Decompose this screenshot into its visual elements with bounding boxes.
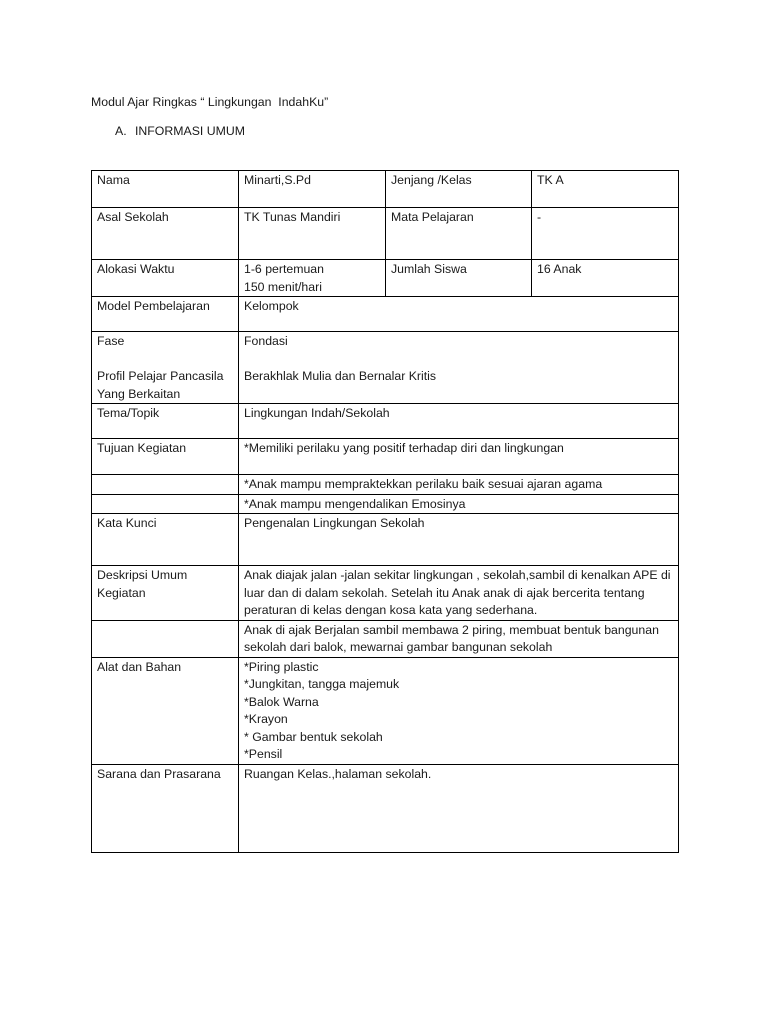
- model-pembelajaran-value: Kelompok: [239, 297, 679, 332]
- kata-kunci-value: Pengenalan Lingkungan Sekolah: [239, 514, 679, 566]
- table-row: [92, 208, 679, 260]
- jenjang-label: Jenjang /Kelas: [386, 171, 532, 208]
- table-row: [92, 620, 679, 657]
- table-row: [92, 657, 679, 764]
- tujuan-label: Tujuan Kegiatan: [92, 439, 239, 475]
- table-row: [92, 332, 679, 404]
- section-heading: [115, 123, 245, 141]
- tema-value: Lingkungan Indah/Sekolah: [239, 404, 679, 439]
- tujuan-item-3: *Anak mampu mengendalikan Emosinya: [239, 494, 679, 514]
- table-row: [92, 171, 679, 208]
- model-pembelajaran-label: Model Pembelajaran: [92, 297, 239, 332]
- nama-label: Nama: [92, 171, 239, 208]
- table-row: [92, 404, 679, 439]
- mata-pelajaran-value: -: [532, 208, 679, 260]
- empty-cell: [92, 475, 239, 495]
- table-row: [92, 439, 679, 475]
- table-row: [92, 514, 679, 566]
- jenjang-value: TK A: [532, 171, 679, 208]
- empty-cell: [92, 620, 239, 657]
- kata-kunci-label: Kata Kunci: [92, 514, 239, 566]
- deskripsi-value-2: Anak di ajak Berjalan sambil membawa 2 piring, membuat bentuk bangunan sekolah dari balok, mewarnai gambar bangunan sekolah: [239, 620, 679, 657]
- document-title: Modul Ajar Ringkas “ Lingkungan IndahKu”: [91, 95, 329, 109]
- table-row: [92, 475, 679, 495]
- mata-pelajaran-label: Mata Pelajaran: [386, 208, 532, 260]
- tujuan-item-1: *Memiliki perilaku yang positif terhadap diri dan lingkungan: [239, 439, 679, 475]
- alokasi-waktu-value: 1-6 pertemuan 150 menit/hari: [239, 260, 386, 297]
- section-number: A.: [115, 124, 127, 138]
- table-row: [92, 566, 679, 621]
- table-row: [92, 494, 679, 514]
- sarana-prasarana-value: Ruangan Kelas.,halaman sekolah.: [239, 764, 679, 852]
- info-table: [91, 170, 679, 853]
- deskripsi-label: Deskripsi Umum Kegiatan: [92, 566, 239, 621]
- fase-profil-value: Fondasi Berakhlak Mulia dan Bernalar Kritis: [239, 332, 679, 404]
- nama-value: Minarti,S.Pd: [239, 171, 386, 208]
- sarana-prasarana-label: Sarana dan Prasarana: [92, 764, 239, 852]
- empty-cell: [92, 494, 239, 514]
- jumlah-siswa-value: 16 Anak: [532, 260, 679, 297]
- fase-profil-label: Fase Profil Pelajar Pancasila Yang Berkaitan: [92, 332, 239, 404]
- asal-sekolah-value: TK Tunas Mandiri: [239, 208, 386, 260]
- section-label: INFORMASI UMUM: [135, 124, 245, 138]
- deskripsi-value-1: Anak diajak jalan -jalan sekitar lingkungan , sekolah,sambil di kenalkan APE di luar dan di dalam sekolah. Setelah itu Anak anak di ajak bercerita tentang peraturan di kelas dengan kosa kata yang sederhana.: [239, 566, 679, 621]
- table-row: [92, 764, 679, 852]
- tema-label: Tema/Topik: [92, 404, 239, 439]
- asal-sekolah-label: Asal Sekolah: [92, 208, 239, 260]
- jumlah-siswa-label: Jumlah Siswa: [386, 260, 532, 297]
- alat-bahan-value: *Piring plastic *Jungkitan, tangga majemuk *Balok Warna *Krayon * Gambar bentuk sekolah *Pensil: [239, 657, 679, 764]
- tujuan-item-2: *Anak mampu mempraktekkan perilaku baik sesuai ajaran agama: [239, 475, 679, 495]
- table-row: [92, 260, 679, 297]
- alokasi-waktu-label: Alokasi Waktu: [92, 260, 239, 297]
- alat-bahan-label: Alat dan Bahan: [92, 657, 239, 764]
- table-row: [92, 297, 679, 332]
